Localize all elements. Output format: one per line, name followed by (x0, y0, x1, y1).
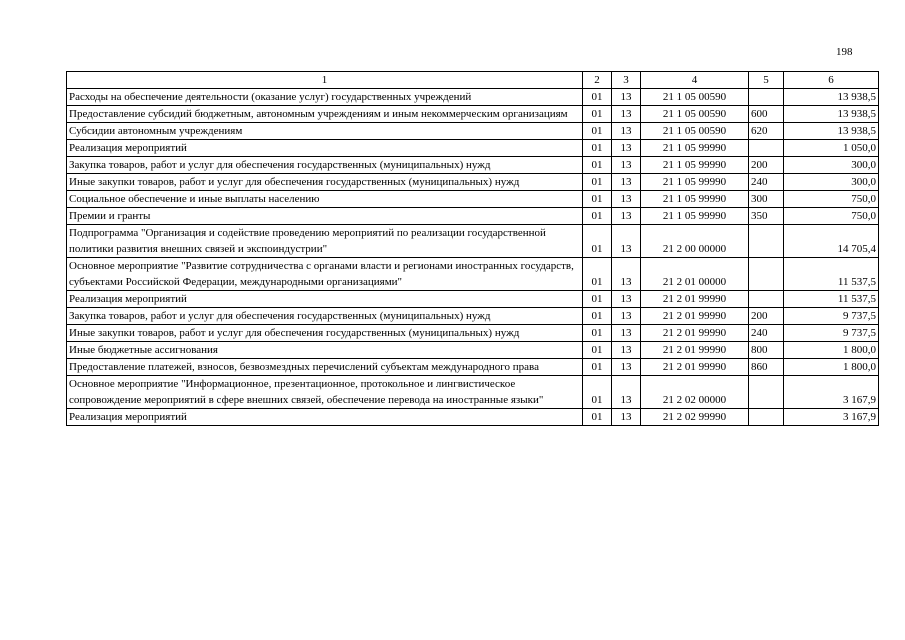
row-subsection-code: 13 (612, 208, 641, 225)
table-row (67, 89, 879, 106)
row-expense-type (749, 409, 784, 426)
row-amount: 3 167,9 (784, 409, 879, 426)
row-section-code: 01 (583, 258, 612, 291)
row-target-article: 21 1 05 00590 (641, 89, 749, 106)
header-col-5: 5 (749, 72, 784, 89)
row-subsection-code: 13 (612, 191, 641, 208)
header-col-3: 3 (612, 72, 641, 89)
row-description: Основное мероприятие "Информационное, презентационное, протокольное и лингвистическое сопровождение мероприятий в сфере внешних связей, обеспечение перевода на иностранные языки" (67, 376, 583, 409)
row-amount: 13 938,5 (784, 89, 879, 106)
row-subsection-code: 13 (612, 157, 641, 174)
row-target-article: 21 2 01 00000 (641, 258, 749, 291)
row-expense-type (749, 258, 784, 291)
row-target-article: 21 2 02 99990 (641, 409, 749, 426)
table-row (67, 409, 879, 426)
row-section-code: 01 (583, 157, 612, 174)
table-row (67, 359, 879, 376)
row-subsection-code: 13 (612, 376, 641, 409)
row-section-code: 01 (583, 325, 612, 342)
row-description: Закупка товаров, работ и услуг для обеспечения государственных (муниципальных) нужд (67, 157, 583, 174)
row-expense-type (749, 376, 784, 409)
row-subsection-code: 13 (612, 106, 641, 123)
row-description: Реализация мероприятий (67, 409, 583, 426)
row-subsection-code: 13 (612, 325, 641, 342)
row-target-article: 21 1 05 99990 (641, 191, 749, 208)
table-row (67, 225, 879, 258)
row-target-article: 21 2 01 99990 (641, 291, 749, 308)
row-expense-type: 300 (749, 191, 784, 208)
header-col-4: 4 (641, 72, 749, 89)
row-subsection-code: 13 (612, 258, 641, 291)
row-expense-type (749, 89, 784, 106)
row-target-article: 21 1 05 99990 (641, 174, 749, 191)
row-description: Премии и гранты (67, 208, 583, 225)
row-section-code: 01 (583, 140, 612, 157)
row-expense-type: 800 (749, 342, 784, 359)
row-section-code: 01 (583, 342, 612, 359)
row-target-article: 21 1 05 99990 (641, 208, 749, 225)
row-section-code: 01 (583, 106, 612, 123)
row-amount: 300,0 (784, 174, 879, 191)
table-header (67, 72, 879, 89)
table-row (67, 140, 879, 157)
row-expense-type (749, 291, 784, 308)
row-section-code: 01 (583, 359, 612, 376)
row-amount: 11 537,5 (784, 291, 879, 308)
row-target-article: 21 2 01 99990 (641, 342, 749, 359)
row-description: Иные бюджетные ассигнования (67, 342, 583, 359)
table-row (67, 208, 879, 225)
row-section-code: 01 (583, 409, 612, 426)
table-row (67, 174, 879, 191)
row-target-article: 21 2 01 99990 (641, 325, 749, 342)
table-row (67, 157, 879, 174)
row-subsection-code: 13 (612, 291, 641, 308)
row-description: Реализация мероприятий (67, 140, 583, 157)
table-row (67, 191, 879, 208)
row-subsection-code: 13 (612, 89, 641, 106)
row-amount: 1 800,0 (784, 359, 879, 376)
row-description: Основное мероприятие "Развитие сотрудничества с органами власти и регионами иностранных государств, субъектами Российской Федерации, международными организациями" (67, 258, 583, 291)
row-target-article: 21 2 01 99990 (641, 308, 749, 325)
table-row (67, 106, 879, 123)
row-amount: 13 938,5 (784, 123, 879, 140)
row-description: Субсидии автономным учреждениям (67, 123, 583, 140)
table-row (67, 123, 879, 140)
table-row (67, 342, 879, 359)
row-section-code: 01 (583, 191, 612, 208)
row-amount: 11 537,5 (784, 258, 879, 291)
table-row (67, 325, 879, 342)
row-subsection-code: 13 (612, 225, 641, 258)
table-row (67, 291, 879, 308)
row-description: Социальное обеспечение и иные выплаты населению (67, 191, 583, 208)
row-description: Реализация мероприятий (67, 291, 583, 308)
row-amount: 300,0 (784, 157, 879, 174)
row-subsection-code: 13 (612, 174, 641, 191)
row-description: Иные закупки товаров, работ и услуг для обеспечения государственных (муниципальных) нужд (67, 325, 583, 342)
row-subsection-code: 13 (612, 409, 641, 426)
row-expense-type: 200 (749, 308, 784, 325)
row-target-article: 21 1 05 99990 (641, 140, 749, 157)
row-expense-type (749, 225, 784, 258)
row-amount: 3 167,9 (784, 376, 879, 409)
row-amount: 9 737,5 (784, 325, 879, 342)
row-target-article: 21 2 02 00000 (641, 376, 749, 409)
table-row (67, 308, 879, 325)
row-expense-type: 350 (749, 208, 784, 225)
row-section-code: 01 (583, 291, 612, 308)
header-col-6: 6 (784, 72, 879, 89)
row-subsection-code: 13 (612, 140, 641, 157)
row-section-code: 01 (583, 123, 612, 140)
page-number: 198 (836, 46, 853, 58)
row-target-article: 21 2 01 99990 (641, 359, 749, 376)
row-subsection-code: 13 (612, 359, 641, 376)
row-amount: 1 800,0 (784, 342, 879, 359)
row-expense-type: 200 (749, 157, 784, 174)
row-section-code: 01 (583, 225, 612, 258)
row-target-article: 21 2 00 00000 (641, 225, 749, 258)
header-row (67, 72, 879, 89)
row-description: Закупка товаров, работ и услуг для обеспечения государственных (муниципальных) нужд (67, 308, 583, 325)
row-subsection-code: 13 (612, 342, 641, 359)
row-section-code: 01 (583, 308, 612, 325)
row-description: Расходы на обеспечение деятельности (оказание услуг) государственных учреждений (67, 89, 583, 106)
row-expense-type (749, 140, 784, 157)
table-body (67, 89, 879, 426)
row-section-code: 01 (583, 208, 612, 225)
row-amount: 1 050,0 (784, 140, 879, 157)
row-amount: 13 938,5 (784, 106, 879, 123)
header-col-1: 1 (67, 72, 583, 89)
row-expense-type: 240 (749, 174, 784, 191)
row-section-code: 01 (583, 376, 612, 409)
row-amount: 750,0 (784, 208, 879, 225)
row-amount: 14 705,4 (784, 225, 879, 258)
row-description: Подпрограмма "Организация и содействие проведению мероприятий по реализации государственной политики развития внешних связей и экспоиндустрии" (67, 225, 583, 258)
table-row (67, 258, 879, 291)
row-expense-type: 620 (749, 123, 784, 140)
budget-table (66, 71, 879, 426)
row-description: Предоставление платежей, взносов, безвозмездных перечислений субъектам международного права (67, 359, 583, 376)
row-expense-type: 600 (749, 106, 784, 123)
row-section-code: 01 (583, 89, 612, 106)
row-amount: 750,0 (784, 191, 879, 208)
row-expense-type: 240 (749, 325, 784, 342)
row-target-article: 21 1 05 00590 (641, 106, 749, 123)
row-section-code: 01 (583, 174, 612, 191)
row-subsection-code: 13 (612, 123, 641, 140)
row-description: Иные закупки товаров, работ и услуг для обеспечения государственных (муниципальных) нужд (67, 174, 583, 191)
row-expense-type: 860 (749, 359, 784, 376)
header-col-2: 2 (583, 72, 612, 89)
row-subsection-code: 13 (612, 308, 641, 325)
row-target-article: 21 1 05 00590 (641, 123, 749, 140)
row-description: Предоставление субсидий бюджетным, автономным учреждениям и иным некоммерческим организациям (67, 106, 583, 123)
row-target-article: 21 1 05 99990 (641, 157, 749, 174)
table-row (67, 376, 879, 409)
row-amount: 9 737,5 (784, 308, 879, 325)
